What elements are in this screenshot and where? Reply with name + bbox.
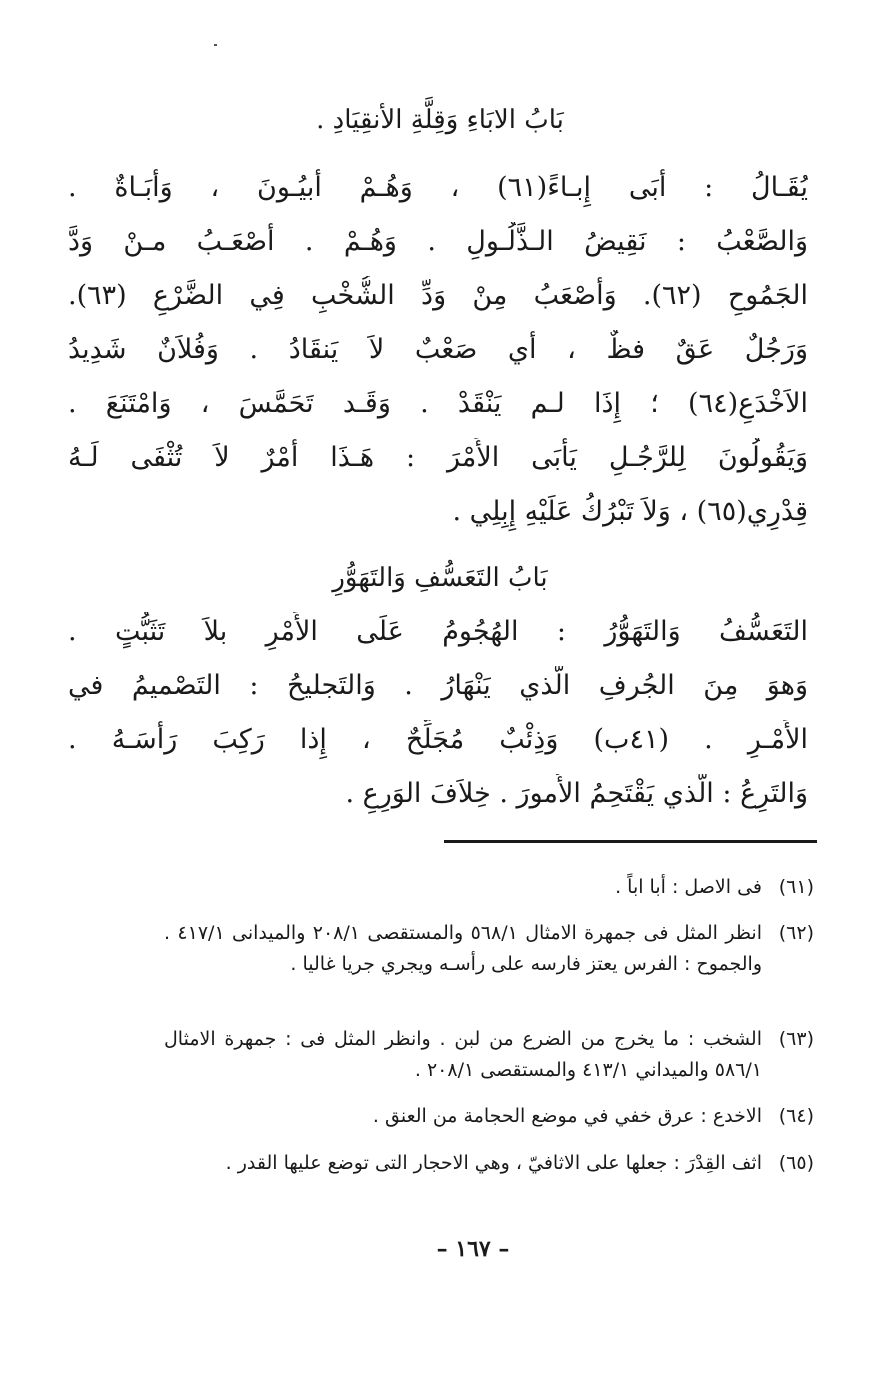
footnote-text: انظر المثل فى جمهرة الامثال ٥٦٨/١ والمستقصى ٢٠٨/١ والميدانى ٤١٧/١ . والجموح : الفرس يعتز فارسه على رأسـه ويجري جريا غاليا . [164, 922, 762, 975]
footnote-separator [444, 840, 817, 843]
text-line: يُقَـالُ : أَبَى إِبـاءً(٦١) ، وَهُـمْ أَبيُـونَ ، وَأُبَـاةٌ . [68, 172, 808, 203]
footnote-number: (٦١) [778, 876, 814, 898]
text-line: وَالصَّعْبُ : نَقِيضُ الـذَّلُـولِ . وَهُـمْ . أَصْعَـبُ مـنْ وَدَّ [68, 226, 808, 257]
footnote-text: فى الاصل : أبا اباً . [615, 876, 762, 898]
text-line: الأَمْـرِ . (٤١ب) وَذِئْبٌ مُجَلِّحٌ ، إِذا رَكِبَ رَأْسَـهُ . [68, 724, 808, 755]
chapter-title-refusal: بَابُ الابَاءِ وَقِلَّةِ الأنقِيَادِ . [316, 105, 564, 135]
chapter-title-recklessness: بَابُ التَعَسُّفِ وَالتَهَوُّرِ [332, 563, 548, 593]
text-line: الاَخْدَعِ(٦٤) ؛ إِذَا لـم يَنْقَدْ . وَقَـد تَحَمَّسَ ، وَامْتَنَعَ . [68, 388, 808, 419]
page-number: – ١٦٧ – [436, 1236, 510, 1262]
footnote [164, 918, 814, 980]
footnote [164, 872, 814, 903]
footnote-text: الاخدع : عرق خفي في موضع الحجامة من العنق . [372, 1105, 762, 1127]
text-line: قِدْرِي(٦٥) ، وَلاَ تَبْرُكُ عَلَيْهِ إِبِلِي . [452, 496, 808, 527]
text-line: الجَمُوحِ (٦٢). وَأَصْعَبُ مِنْ وَدِّ الشُّخْبِ فِي الضَّرْعِ (٦٣). [68, 280, 808, 311]
text-line: وَرَجُلٌ عَقٌ فظٌ ، أَي صَعْبٌ لاَ يَنقَادُ . وَفُلاَنٌ شَدِيدُ [68, 334, 808, 365]
text-line: وَهوَ مِنَ الجُرفِ الَّذي يَنْهَارُ . وَالتَجليحُ : التَصْميمُ في [68, 670, 808, 701]
footnote-text: الشخب : ما يخرج من الضرع من لبن . وانظر المثل فى : جمهرة الامثال ٥٨٦/١ والميداني ٤١٣/١ والمستقصى ٢٠٨/١ . [164, 1028, 762, 1081]
footnote [164, 1101, 814, 1132]
footnote [164, 1148, 814, 1179]
footnote-text: اثف القِدْرَ : جعلها على الاثافيّ ، وهي الاحجار التى توضع عليها القدر . [225, 1152, 762, 1174]
text-line: التَعَسُّفُ وَالتَهَوُّرُ : الهُجُومُ عَلَى الأَمْرِ بلاَ تَثَبُّتٍ . [68, 616, 808, 647]
footnote-number: (٦٢) [778, 922, 814, 944]
text-line: وَالتَرِعُ : الَّذي يَقْتَحِمُ الأُمورَ . خِلاَفَ الوَرِعِ . [345, 778, 808, 809]
text-line: وَيَقُولُونَ لِلرَّجُـلِ يَأْبَى الأَمْرَ : هَـذَا أَمْرٌ لاَ تُثْفَى لَـهُ [68, 442, 808, 473]
footnote-number: (٦٣) [778, 1028, 814, 1050]
footnote-number: (٦٤) [778, 1105, 814, 1127]
footnote-number: (٦٥) [778, 1152, 814, 1174]
footnote [164, 1024, 814, 1086]
scan-speck [214, 44, 217, 46]
